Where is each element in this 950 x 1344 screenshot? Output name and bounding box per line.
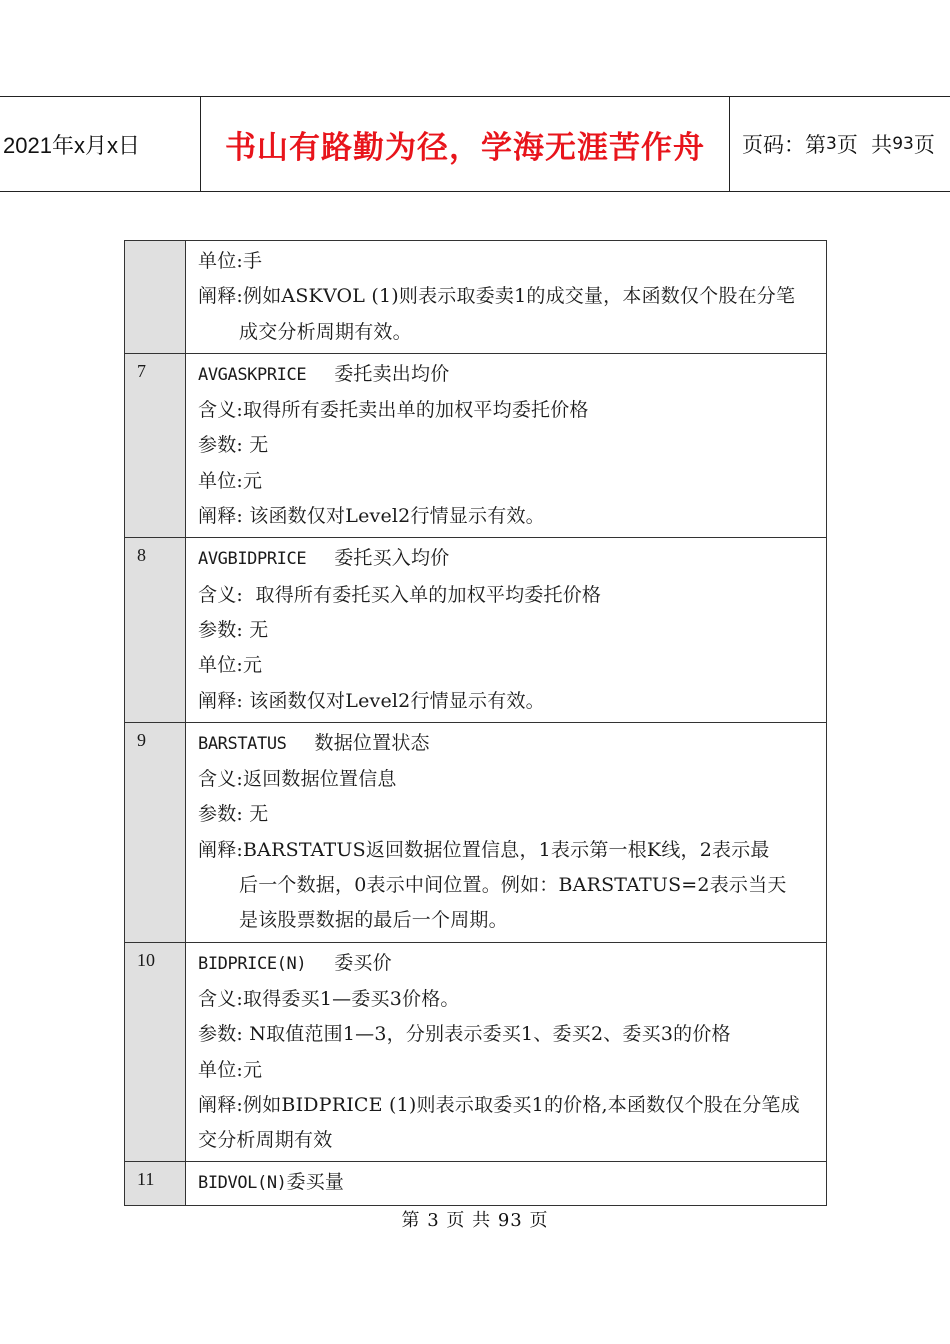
page-header: [0, 96, 950, 192]
description-line: [198, 903, 816, 938]
header-page-current: 3: [826, 134, 837, 154]
function-title-desc: 委买量: [286, 1171, 345, 1194]
description-line: [198, 648, 816, 683]
field-label: 阐释:: [198, 505, 244, 528]
row-description: [186, 353, 827, 537]
page-footer: 第 3 页 共 93 页: [401, 1210, 549, 1231]
function-title-line: [198, 541, 816, 577]
description-line: [198, 1088, 816, 1123]
field-label: 阐释:: [198, 285, 244, 308]
field-text: 取得所有委托买入单的加权平均委托价格: [243, 583, 602, 606]
field-label: 单位:: [198, 1058, 244, 1081]
function-title-line: [198, 946, 816, 982]
field-label: 含义:: [198, 583, 244, 606]
field-label: 参数:: [198, 1023, 244, 1046]
field-text: 无: [243, 803, 269, 826]
row-description: [186, 942, 827, 1162]
row-number: 8: [125, 538, 186, 722]
field-label: 参数:: [198, 434, 244, 457]
field-label: 含义:: [198, 987, 244, 1010]
row-number: 7: [125, 353, 186, 537]
field-text: BARSTATUS返回数据位置信息，1表示第一根K线，2表示最: [243, 838, 770, 861]
row-number: [125, 241, 186, 354]
function-row: [125, 942, 827, 1162]
function-row: [125, 241, 827, 354]
field-label: 单位:: [198, 654, 244, 677]
row-description: [186, 722, 827, 942]
field-label: 含义:: [198, 399, 244, 422]
description-line: [198, 1123, 816, 1158]
row-description: [186, 1162, 827, 1205]
function-title-line: [198, 357, 816, 393]
row-description: [186, 538, 827, 722]
field-label: 参数:: [198, 618, 244, 641]
description-line: [198, 499, 816, 534]
description-line: [198, 393, 816, 428]
function-row: [125, 1162, 827, 1205]
description-line: [198, 578, 816, 613]
field-text: 无: [243, 618, 269, 641]
row-number: 10: [125, 942, 186, 1162]
field-text: 成交分析周期有效。: [239, 320, 412, 343]
function-title-desc: 委托买入均价: [334, 547, 450, 570]
header-date: 2021年x月x日: [0, 97, 201, 191]
function-title-line: [198, 1165, 816, 1201]
function-name: AVGBIDPRICE: [198, 549, 307, 570]
description-line: [198, 762, 816, 797]
function-name: BARSTATUS: [198, 733, 287, 754]
function-name: AVGASKPRICE: [198, 364, 307, 385]
field-label: 参数:: [198, 803, 244, 826]
field-text: 手: [243, 250, 263, 272]
description-line: [198, 1053, 816, 1088]
field-text: 例如ASKVOL (1)则表示取委卖1的成交量，本函数仅个股在分笔: [243, 285, 796, 308]
field-text: 例如BIDPRICE (1)则表示取委买1的价格,本函数仅个股在分笔成: [243, 1093, 800, 1116]
field-label: 阐释:: [198, 689, 244, 712]
row-number: 9: [125, 722, 186, 942]
field-text: 取得委买1—委买3价格。: [243, 987, 460, 1010]
function-name: BIDPRICE(N): [198, 953, 307, 974]
field-text: 元: [243, 654, 263, 677]
field-label: 含义:: [198, 768, 244, 791]
field-text: 无: [243, 434, 269, 457]
description-line: [198, 797, 816, 832]
field-label: 阐释:: [198, 838, 244, 861]
row-description: [186, 241, 827, 354]
description-line: [198, 315, 816, 350]
description-line: [198, 982, 816, 1017]
function-title-line: [198, 726, 816, 762]
field-label: 单位:: [198, 250, 244, 272]
field-text: 该函数仅对Level2行情显示有效。: [243, 689, 545, 712]
description-line: [198, 613, 816, 648]
field-text: N取值范围1—3，分别表示委买1、委买2、委买3的价格: [243, 1023, 731, 1046]
description-line: [198, 464, 816, 499]
field-text: 取得所有委托卖出单的加权平均委托价格: [243, 399, 589, 422]
header-page-total: 93: [892, 134, 914, 154]
function-row: [125, 722, 827, 942]
function-title-desc: 数据位置状态: [314, 731, 430, 754]
description-line: [198, 833, 816, 868]
header-page-info: [730, 97, 950, 191]
description-line: [198, 279, 816, 314]
field-text: 该函数仅对Level2行情显示有效。: [243, 505, 545, 528]
function-title-desc: 委托卖出均价: [334, 362, 450, 385]
function-table-body: [125, 241, 827, 1206]
function-title-desc: 委买价: [334, 951, 392, 974]
field-label: 阐释:: [198, 1093, 244, 1116]
field-text: 元: [243, 469, 263, 492]
field-text: 是该股票数据的最后一个周期。: [239, 909, 508, 932]
description-line: [198, 1017, 816, 1052]
field-text: 元: [243, 1058, 263, 1081]
header-page-end: 页: [913, 133, 935, 157]
function-row: [125, 538, 827, 722]
function-row: [125, 353, 827, 537]
field-text: 返回数据位置信息: [243, 768, 397, 791]
row-number: 11: [125, 1162, 186, 1205]
function-table: [124, 240, 827, 1206]
field-text: 后一个数据，0表示中间位置。例如：BARSTATUS=2表示当天: [239, 874, 787, 897]
field-text: 交分析周期有效: [198, 1129, 333, 1152]
function-name: BIDVOL(N): [198, 1173, 287, 1194]
description-line: [198, 244, 816, 279]
description-line: [198, 868, 816, 903]
header-page-mid: 页 共: [836, 133, 893, 157]
description-line: [198, 428, 816, 463]
description-line: [198, 684, 816, 719]
header-motto: 书山有路勤为径，学海无涯苦作舟: [201, 97, 730, 191]
field-label: 单位:: [198, 469, 244, 492]
header-page-label: 页码：第: [742, 133, 826, 157]
